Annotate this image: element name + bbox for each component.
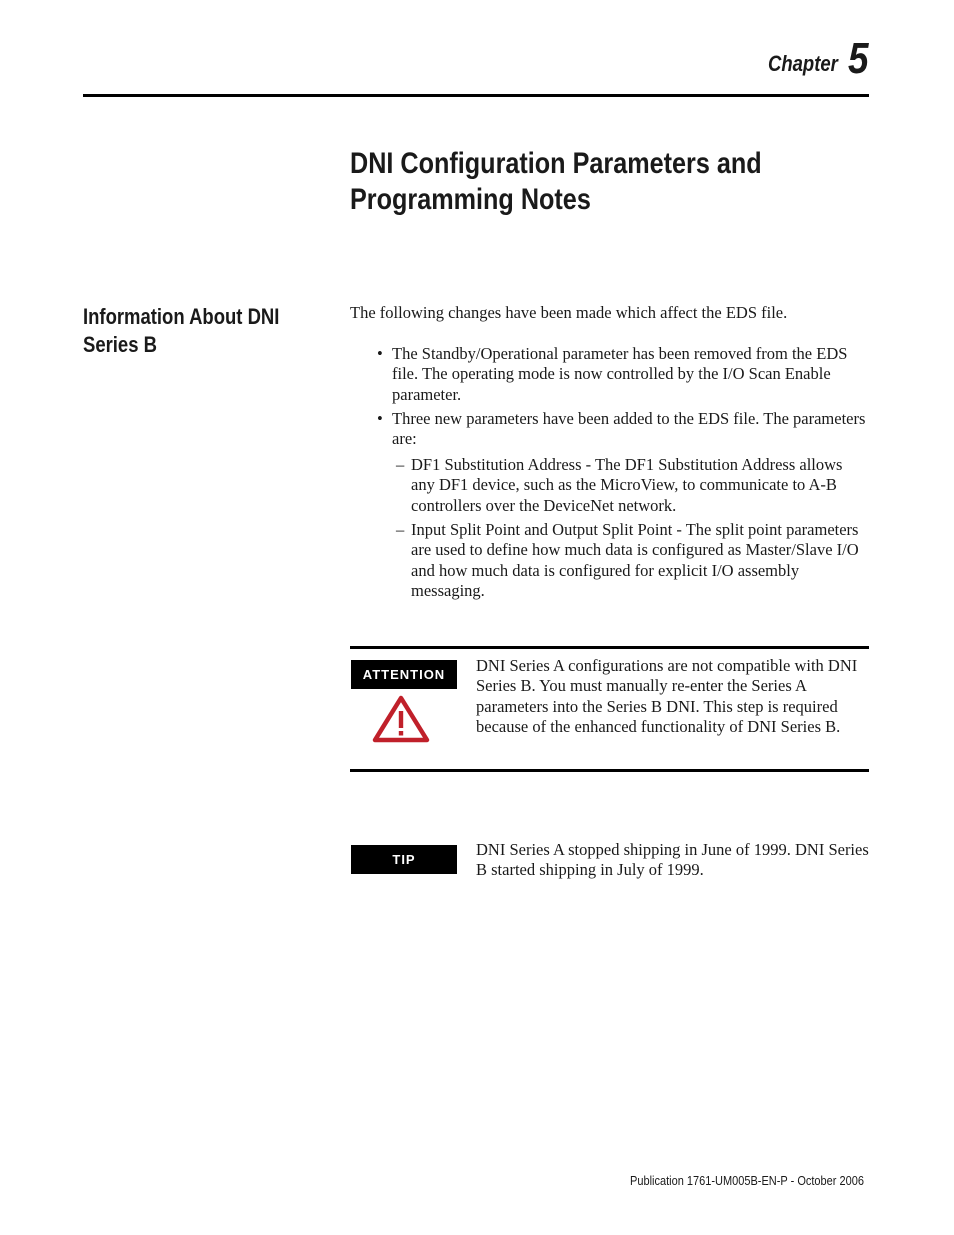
dash-icon: – — [396, 455, 405, 474]
tip-label: TIP — [351, 845, 457, 874]
sub-list-text: DF1 Substitution Address - The DF1 Substitution Address allows any DF1 device, such as the MicroView, to communicate to A-B controllers over the DeviceNet network. — [411, 455, 843, 515]
dash-icon: – — [396, 520, 405, 539]
bullet-item — [377, 409, 869, 450]
chapter-label: Chapter — [768, 51, 838, 76]
attention-label: ATTENTION — [351, 660, 457, 689]
attention-top-rule — [350, 646, 869, 649]
sub-list-item — [396, 455, 870, 516]
chapter-number: 5 — [848, 34, 869, 83]
page-title-line-2: Programming Notes — [350, 183, 591, 216]
attention-bottom-rule — [350, 769, 869, 772]
bullet-icon: • — [377, 409, 383, 428]
footer-publication: Publication 1761-UM005B-EN-P - October 2006 — [630, 1174, 864, 1188]
page-title-line-1: DNI Configuration Parameters and — [350, 147, 762, 180]
tip-text: DNI Series A stopped shipping in June of 1999. DNI Series B started shipping in July of 1999. — [476, 840, 869, 880]
section-heading — [83, 303, 279, 359]
sub-list-item — [396, 520, 870, 601]
section-heading-line-1: Information About DNI — [83, 304, 280, 329]
attention-text: DNI Series A configurations are not compatible with DNI Series B. You must manually re-enter the Series A parameters into the Series B DNI. This step is required because of the enhanced functionality of DNI Series B. — [476, 656, 858, 736]
page-title — [350, 146, 762, 218]
chapter-divider — [83, 94, 869, 97]
bullet-text: Three new parameters have been added to the EDS file. The parameters are: — [392, 409, 866, 449]
bullet-icon: • — [377, 344, 383, 363]
intro-paragraph: The following changes have been made which affect the EDS file. — [350, 303, 788, 322]
warning-triangle-icon — [372, 695, 430, 743]
sub-list-text: Input Split Point and Output Split Point - The split point parameters are used to define how much data is configured as Master/Slave I/O and how much data is configured for explicit I/O assembly messaging. — [411, 520, 859, 600]
section-heading-line-2: Series B — [83, 332, 157, 357]
bullet-item — [377, 344, 869, 405]
bullet-text: The Standby/Operational parameter has been removed from the EDS file. The operating mode is now controlled by the I/O Scan Enable parameter. — [392, 344, 848, 404]
